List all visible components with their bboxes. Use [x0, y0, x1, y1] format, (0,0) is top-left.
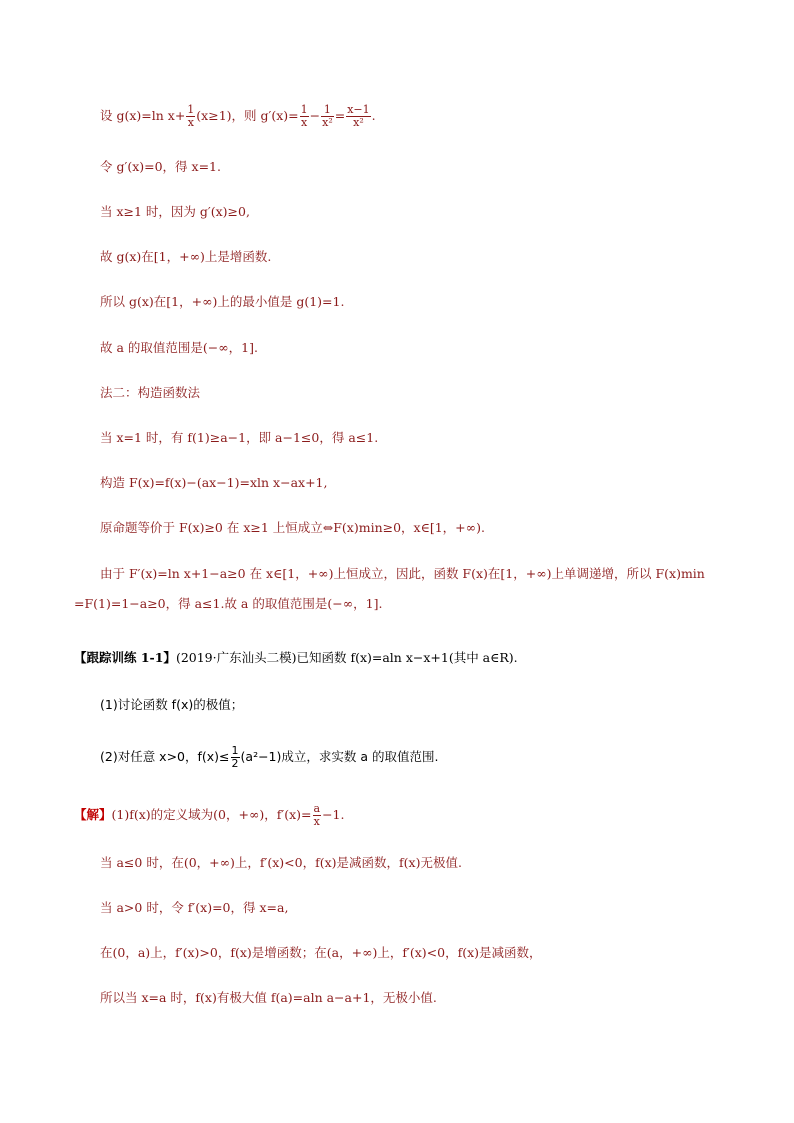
- solution-line-11: 由于 F′(x)=ln x+1−a≥0 在 x∈[1，+∞)上恒成立，因此，函数 F(x)在[1，+∞)上单调递增，所以 F(x)min: [100, 566, 705, 581]
- solution-line-1-part-c: −: [309, 108, 321, 123]
- answer-line-1: [74, 803, 344, 828]
- solution-line-6: 故 a 的取值范围是(−∞，1].: [100, 340, 258, 355]
- solution-line-5: 所以 g(x)在[1，+∞)上的最小值是 g(1)=1.: [100, 294, 345, 309]
- answer-line-2: 当 a≤0 时，在(0，+∞)上，f′(x)<0，f(x)是减函数，f(x)无极值.: [100, 855, 462, 870]
- solution-line-1-part-b: (x≥1)，则 g′(x)=: [196, 108, 299, 123]
- answer-line-1-part-b: −1.: [322, 807, 345, 822]
- question-2-part-a: (2)对任意 x>0，f(x)≤: [100, 749, 230, 764]
- exercise-text: (2019·广东汕头二模)已知函数 f(x)=aln x−x+1(其中 a∈R).: [175, 650, 518, 665]
- solution-line-1-part-e: .: [371, 108, 376, 123]
- fraction-1-over-x-b: $\frac{1}{x}$: [300, 103, 308, 129]
- fraction-one-half: $\frac{1}{2}$: [231, 744, 239, 770]
- answer-line-4: 在(0，a)上，f′(x)>0，f(x)是增函数；在(a，+∞)上，f′(x)<0，f(x)是减函数，: [100, 945, 542, 960]
- fraction-a-over-x: $\frac{a}{x}$: [313, 802, 321, 828]
- solution-line-8: 当 x=1 时，有 f(1)≥a−1，即 a−1≤0，得 a≤1.: [100, 430, 379, 445]
- solution-line-2: 令 g′(x)=0，得 x=1.: [100, 159, 221, 174]
- answer-label: 【解】: [74, 807, 112, 822]
- solution-line-10: 原命题等价于 F(x)≥0 在 x≥1 上恒成立⇔F(x)min≥0，x∈[1，+∞).: [100, 520, 485, 535]
- fraction-1-over-x-squared: $\frac{1}{\text{x²}}$: [322, 103, 333, 129]
- solution-line-1-part-d: =: [334, 108, 346, 123]
- solution-line-9: 构造 F(x)=f(x)−(ax−1)=xln x−ax+1,: [100, 475, 328, 490]
- exercise-question-2: [100, 745, 438, 770]
- answer-line-1-part-a: (1)f(x)的定义域为(0，+∞)，f′(x)=: [111, 807, 312, 822]
- solution-line-3: 当 x≥1 时，因为 g′(x)≥0,: [100, 204, 250, 219]
- exercise-question-1: (1)讨论函数 f(x)的极值；: [100, 697, 244, 712]
- answer-line-5: 所以当 x=a 时，f(x)有极大值 f(a)=aln a−a+1，无极小值.: [100, 990, 437, 1005]
- solution-line-12: =F(1)=1−a≥0，得 a≤1.故 a 的取值范围是(−∞，1].: [74, 596, 383, 611]
- exercise-label: 【跟踪训练 1-1】: [74, 650, 176, 665]
- solution-line-1: [100, 104, 376, 129]
- solution-line-4: 故 g(x)在[1，+∞)上是增函数.: [100, 249, 272, 264]
- solution-line-1-part-a: 设 g(x)=ln x+: [100, 108, 186, 123]
- fraction-1-over-x: $\frac{1}{x}$: [187, 103, 195, 129]
- fraction-x-minus-1-over-x-squared: $\frac{x-1}{\text{x²}}$: [347, 103, 370, 129]
- exercise-header: [74, 650, 518, 666]
- question-2-part-b: (a²−1)成立，求实数 a 的取值范围.: [240, 749, 439, 764]
- answer-line-3: 当 a>0 时，令 f′(x)=0，得 x=a,: [100, 900, 289, 915]
- method-two-heading: 法二：构造函数法: [100, 385, 201, 400]
